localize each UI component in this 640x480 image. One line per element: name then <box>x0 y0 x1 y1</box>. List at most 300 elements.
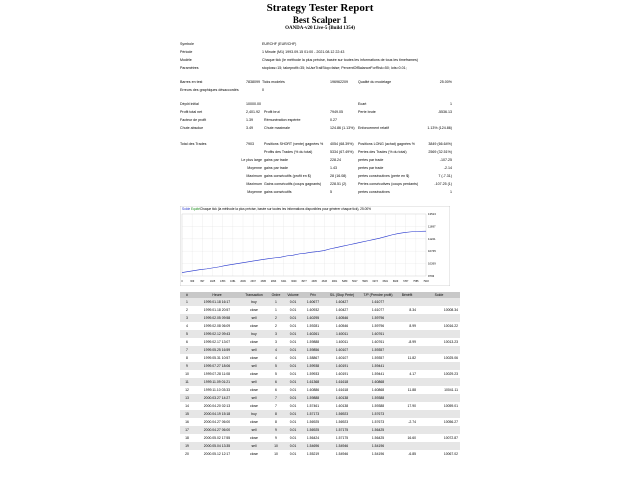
table-cell <box>396 346 418 354</box>
table-cell: 6 <box>268 378 284 386</box>
table-row <box>180 378 460 386</box>
table-cell: 3 <box>268 330 284 338</box>
x-tick-label: 3977 <box>301 280 307 283</box>
table-cell: 6 <box>180 338 194 346</box>
avg-consec-losses-label: pertes consécutives <box>358 190 390 194</box>
ticks-label: Ticks modelés <box>262 80 285 84</box>
table-cell: 1.60138 <box>324 402 360 410</box>
table-cell: 9 <box>180 362 194 370</box>
table-cell: 1999.02.12 09:43 <box>194 330 240 338</box>
period-value: 1 Minute (M1) 1993.09.15 01:00 - 2021.08.12 22:43 <box>262 50 345 54</box>
column-header: Volume <box>284 292 302 298</box>
table-cell: 1.56425 <box>360 434 396 442</box>
table-row <box>180 450 460 458</box>
table-cell <box>396 298 418 306</box>
table-cell: sell <box>240 442 268 450</box>
table-cell: 1.59357 <box>360 346 396 354</box>
table-row <box>180 434 460 442</box>
x-tick-label: 3649 <box>291 280 297 283</box>
table-cell: 0.01 <box>284 418 302 426</box>
table-cell: 10 <box>268 450 284 458</box>
column-header: # <box>180 292 194 298</box>
table-cell: -8.99 <box>396 338 418 346</box>
table-cell: 2 <box>180 306 194 314</box>
table-cell: 0.01 <box>284 298 302 306</box>
long-value: 3849 (66.64%) <box>428 142 452 146</box>
table-cell: 13 <box>180 394 194 402</box>
table-cell: 4 <box>268 354 284 362</box>
table-cell: 1.60191 <box>324 370 360 378</box>
table-cell: sell <box>240 314 268 322</box>
table-cell: 1.59888 <box>302 338 324 346</box>
table-cell: 1.55219 <box>302 450 324 458</box>
table-cell: 1.57673 <box>360 418 396 426</box>
table-cell: 2000.04.20 02:13 <box>194 402 240 410</box>
table-cell: close <box>240 402 268 410</box>
net-profit-label: Profit total net <box>180 110 203 114</box>
deposit-label: Dépôt initial <box>180 102 199 106</box>
table-cell: 1.59281 <box>302 322 324 330</box>
table-cell: 7 <box>180 346 194 354</box>
column-header: Bénéfit <box>396 292 418 298</box>
model-label: Modèle <box>180 58 192 62</box>
table-cell: 0.01 <box>284 370 302 378</box>
consec-profit-value: 228.51 (2) <box>330 182 347 186</box>
table-cell: 6 <box>268 386 284 394</box>
table-cell <box>418 362 460 370</box>
table-cell: 1.60761 <box>360 338 396 346</box>
table-cell: 4 <box>268 346 284 354</box>
table-cell: 8 <box>268 410 284 418</box>
table-cell: 1.56923 <box>324 410 360 418</box>
table-cell: 8.34 <box>396 306 418 314</box>
consec-losses-label: pertes consécutives (perte en $) <box>358 174 410 178</box>
table-cell: sell <box>240 378 268 386</box>
table-cell: 1.60868 <box>360 378 396 386</box>
table-cell: 1.57173 <box>302 410 324 418</box>
table-cell: close <box>240 450 268 458</box>
loss-trades-value: 2569 (32.51%) <box>428 150 452 154</box>
table-cell: 3 <box>180 314 194 322</box>
consec-wins-label: gains consécutifs (profit en $) <box>264 174 311 178</box>
y-tick-label: 10745 <box>428 249 436 254</box>
table-cell: 1.60261 <box>302 330 324 338</box>
table-cell: 2000.05.12 12:17 <box>194 450 240 458</box>
table-cell: 1.59796 <box>360 322 396 330</box>
table-cell <box>396 426 418 434</box>
bars-label: Barres en test <box>180 80 203 84</box>
table-cell: 1999.07.28 11:08 <box>194 370 240 378</box>
table-row <box>180 338 460 346</box>
table-cell: sell <box>240 394 268 402</box>
table-cell: 1.59933 <box>302 370 324 378</box>
table-cell: 2000.04.27 06:00 <box>194 418 240 426</box>
x-tick-label: 6273 <box>372 280 378 283</box>
table-cell: close <box>240 322 268 330</box>
deposit-value: 10000.00 <box>246 102 261 106</box>
table-cell: 1.60546 <box>324 314 360 322</box>
table-cell: 0.01 <box>284 306 302 314</box>
params-value: stoploss=15; takeprofit=35; IsUseTrailStop=false; PercentOfBalanceForRisk=50; lots=0.01; <box>262 66 407 70</box>
table-cell: close <box>240 354 268 362</box>
table-cell <box>396 410 418 418</box>
y-tick-label: 9793 <box>428 274 435 278</box>
x-tick-label: 1353 <box>220 280 226 283</box>
table-cell: 2000.04.19 15:18 <box>194 410 240 418</box>
table-cell: sell <box>240 426 268 434</box>
x-tick-label: 5289 <box>342 280 348 283</box>
table-cell: 1 <box>268 306 284 314</box>
column-header: T/P (Prendre profit) <box>360 292 396 298</box>
table-cell: 0.01 <box>284 450 302 458</box>
table-cell: 7 <box>268 394 284 402</box>
column-header: Prix <box>302 292 324 298</box>
balance-chart <box>180 206 450 286</box>
table-cell: 1.60761 <box>360 330 396 338</box>
pf-value: 1.39 <box>246 118 253 122</box>
table-cell: 1.54946 <box>324 450 360 458</box>
table-cell: 15 <box>180 410 194 418</box>
table-cell: 2000.04.27 06:00 <box>194 426 240 434</box>
table-cell: 10067.02 <box>418 450 460 458</box>
errors-label: Erreurs des graphiques désaccordés <box>180 88 239 92</box>
table-cell: 0.01 <box>284 330 302 338</box>
table-row <box>180 322 460 330</box>
table-cell: 1.60011 <box>324 330 360 338</box>
x-tick-label: 6929 <box>392 280 399 283</box>
legend-equity: Equité <box>191 207 201 211</box>
table-row <box>180 306 460 314</box>
x-tick-label: 4633 <box>321 280 327 283</box>
table-cell <box>396 330 418 338</box>
table-cell: 1.54696 <box>302 442 324 450</box>
table-cell: 16 <box>180 418 194 426</box>
table-row <box>180 426 460 434</box>
avg-gain-label: gains par trade <box>264 166 288 170</box>
table-row <box>180 410 460 418</box>
max-dd-label: Chute maximale <box>264 126 290 130</box>
table-cell: 1.56425 <box>360 426 396 434</box>
y-tick-label: 11221 <box>428 236 436 241</box>
table-cell <box>418 314 460 322</box>
table-row <box>180 370 460 378</box>
x-tick-label: 4961 <box>331 280 338 283</box>
table-cell: 4 <box>180 322 194 330</box>
long-label: Positions LONG (achat) gagnées % <box>358 142 415 146</box>
table-cell: 1.56923 <box>324 418 360 426</box>
table-cell: 0.01 <box>284 442 302 450</box>
total-trades-value: 7903 <box>246 142 254 146</box>
table-cell: 14 <box>180 402 194 410</box>
table-row <box>180 418 460 426</box>
report-title: Strategy Tester Report <box>266 2 374 14</box>
table-cell: 1.60677 <box>302 298 324 306</box>
table-row <box>180 354 460 362</box>
largest-loss-value: -107.25 <box>439 158 452 162</box>
consec-loss-value: -107.25 (1) <box>434 182 452 186</box>
profit-trades-value: 5334 (67.49%) <box>330 150 354 154</box>
table-cell: 9 <box>268 426 284 434</box>
table-row <box>180 394 460 402</box>
table-cell: 1.58867 <box>302 354 324 362</box>
table-cell: 1999.07.27 18:06 <box>194 362 240 370</box>
table-row <box>180 298 460 306</box>
avg-consec-wins-value: 5 <box>330 190 332 194</box>
table-cell: -6.85 <box>396 450 418 458</box>
table-cell: 10 <box>268 442 284 450</box>
table-row <box>180 346 460 354</box>
table-cell: 2000.03.27 14:27 <box>194 394 240 402</box>
short-value: 4054 (68.39%) <box>330 142 354 146</box>
table-cell: 3 <box>268 338 284 346</box>
table-row <box>180 402 460 410</box>
quality-label: Qualité du modelage <box>358 80 392 84</box>
table-cell: 1.54196 <box>360 450 396 458</box>
spread-label: Ecart <box>358 102 367 106</box>
x-tick-label: 5617 <box>352 280 358 283</box>
table-cell: 0.01 <box>284 410 302 418</box>
table-cell: 16.60 <box>396 434 418 442</box>
largest-loss-label: pertes par trade <box>358 158 384 162</box>
largest-gain-value: 228.24 <box>330 158 341 162</box>
table-cell: sell <box>240 346 268 354</box>
x-tick-label: 0 <box>181 280 183 283</box>
consec-profit-label: Gains consécutifs (coups gagnants) <box>264 182 322 186</box>
consec-wins-value: 28 (16.08) <box>330 174 347 178</box>
table-cell: 7 <box>268 402 284 410</box>
rel-dd-label: Enfoncement relatif <box>358 126 389 130</box>
table-cell <box>396 394 418 402</box>
table-cell <box>418 394 460 402</box>
table-cell: 1999.05.31 10:57 <box>194 354 240 362</box>
server-info: OANDA-v20 Live-5 (Build 1354) <box>285 26 355 31</box>
table-cell: 1999.11.09 01:21 <box>194 378 240 386</box>
table-cell: 1.59388 <box>360 394 396 402</box>
table-cell: 1.60427 <box>324 306 360 314</box>
y-tick-label: 13513 <box>428 212 436 216</box>
table-cell: 1 <box>180 298 194 306</box>
table-cell: 0.01 <box>284 362 302 370</box>
table-cell: close <box>240 370 268 378</box>
table-cell: 1.60107 <box>324 354 360 362</box>
table-cell: 0.01 <box>284 386 302 394</box>
table-cell: 1.61077 <box>360 306 396 314</box>
table-cell: 2 <box>268 322 284 330</box>
table-cell: -2.74 <box>396 418 418 426</box>
table-cell: buy <box>240 330 268 338</box>
max-label-2: Maximum <box>246 182 262 186</box>
largest-gain-label: gains par trade <box>264 158 288 162</box>
table-cell: close <box>240 338 268 346</box>
model-value: Chaque tick (le méthode la plus précise, basée sur toutes les informations de tous les timeframes) <box>262 58 419 62</box>
avg-loss-value: -2.14 <box>443 166 452 170</box>
gross-profit-value: 7949.05 <box>330 110 343 114</box>
table-cell: close <box>240 386 268 394</box>
table-cell: sell <box>240 362 268 370</box>
ticks-value: 196962209 <box>330 80 348 84</box>
table-cell: 0.01 <box>284 426 302 434</box>
table-cell: 1.59357 <box>360 354 396 362</box>
table-cell: 1999.11.10 03:33 <box>194 386 240 394</box>
x-tick-label: 2009 <box>240 280 246 283</box>
trades-table <box>180 292 460 458</box>
table-cell: 17.90 <box>396 402 418 410</box>
table-cell <box>418 330 460 338</box>
table-cell: 19 <box>180 442 194 450</box>
table-cell: 0.01 <box>284 338 302 346</box>
symbol-label: Symbole <box>180 42 194 46</box>
consec-loss-label: Pertes consécutives (coups perdants) <box>358 182 419 186</box>
y-tick-label: 10269 <box>428 261 436 266</box>
table-cell <box>418 298 460 306</box>
table-cell <box>396 442 418 450</box>
table-cell: 10072.87 <box>418 434 460 442</box>
consec-losses-value: 7 (-7.31) <box>438 174 452 178</box>
gross-profit-label: Profit brut <box>264 110 280 114</box>
legend-note: Chaque tick (la méthode la plus précise, basée sur toutes les informations disponibles pour générer chaque tick), 25.00% <box>200 207 371 211</box>
column-header: Solde <box>418 292 460 298</box>
x-tick-label: 2665 <box>260 280 266 283</box>
table-cell: 1.59441 <box>360 370 396 378</box>
max-label: Maximum <box>246 174 262 178</box>
table-cell: close <box>240 418 268 426</box>
table-cell: 10056.27 <box>418 418 460 426</box>
table-cell: 1.61618 <box>324 378 360 386</box>
table-cell: 10 <box>180 370 194 378</box>
x-tick-label: 1025 <box>209 280 216 283</box>
table-cell: 11.88 <box>396 386 418 394</box>
x-tick-label: 2337 <box>250 280 256 283</box>
x-tick-label: 7585 <box>413 280 419 283</box>
table-cell <box>396 314 418 322</box>
table-row <box>180 314 460 322</box>
x-tick-label: 6601 <box>382 280 388 283</box>
table-cell: 1.59388 <box>360 402 396 410</box>
table-cell: 1.57673 <box>360 410 396 418</box>
gross-loss-value: -5536.13 <box>437 110 452 114</box>
table-cell: 1.60932 <box>302 306 324 314</box>
params-label: Paramètres <box>180 66 199 70</box>
table-cell: 8 <box>268 418 284 426</box>
table-cell: 0.01 <box>284 402 302 410</box>
pf-label: Facteur de profit <box>180 118 207 122</box>
column-header: Transaction <box>240 292 268 298</box>
x-tick-label: 3321 <box>281 280 287 283</box>
rel-dd-value: 1.13% (124.86) <box>427 126 452 130</box>
table-cell: 1.59888 <box>302 394 324 402</box>
short-label: Positions SHORT (vente) gagnées % <box>264 142 324 146</box>
table-cell: 0.01 <box>284 322 302 330</box>
table-cell: 0.01 <box>284 378 302 386</box>
table-cell <box>418 442 460 450</box>
table-cell: 1999.02.08 06:09 <box>194 322 240 330</box>
gross-loss-label: Perte brute <box>358 110 376 114</box>
largest-label: Le plus large <box>241 158 262 162</box>
profit-trades-label: Profits des Trades (% du total) <box>264 150 313 154</box>
table-cell: 8.99 <box>396 322 418 330</box>
table-cell: 0.01 <box>284 354 302 362</box>
ea-name: Best Scalper 1 <box>292 15 348 25</box>
avg-loss-label: pertes par trade <box>358 166 384 170</box>
table-cell: close <box>240 306 268 314</box>
table-cell: 20 <box>180 450 194 458</box>
abs-dd-label: Chute absolue <box>180 126 204 130</box>
y-tick-label: 11697 <box>428 224 436 229</box>
table-row <box>180 442 460 450</box>
table-cell: 0.01 <box>284 394 302 402</box>
table-cell <box>396 378 418 386</box>
table-cell: 1999.05.25 16:59 <box>194 346 240 354</box>
table-cell: 1.60886 <box>302 386 324 394</box>
table-cell: 10041.11 <box>418 386 460 394</box>
table-cell: 1.56925 <box>302 426 324 434</box>
table-cell: 1.60427 <box>324 298 360 306</box>
table-cell: 0.01 <box>284 434 302 442</box>
errors-value: 0 <box>262 88 264 92</box>
table-cell: 1999.01.18 16:17 <box>194 298 240 306</box>
table-cell: 1999.02.17 13:07 <box>194 338 240 346</box>
x-tick-label: 5945 <box>362 280 368 283</box>
table-cell: 17 <box>180 426 194 434</box>
table-cell: 5 <box>180 330 194 338</box>
total-trades-label: Total des Trades <box>180 142 207 146</box>
table-cell: 1.61368 <box>302 378 324 386</box>
table-cell: 2 <box>268 314 284 322</box>
bars-value: 7838099 <box>246 80 260 84</box>
table-cell: 1.59796 <box>360 314 396 322</box>
column-header: Ordre <box>268 292 284 298</box>
spread-value: 1 <box>450 102 452 106</box>
table-cell: 10016.22 <box>418 322 460 330</box>
x-tick-label: 1681 <box>230 280 236 283</box>
table-row <box>180 386 460 394</box>
symbol-value: EURCHF (EUR/CHF) <box>262 42 297 46</box>
table-cell: buy <box>240 410 268 418</box>
table-cell: 2000.05.04 13:35 <box>194 442 240 450</box>
x-tick-label: 369 <box>190 280 195 283</box>
table-cell: 1.60011 <box>324 338 360 346</box>
table-cell: 0.01 <box>284 314 302 322</box>
period-label: Période <box>180 50 193 54</box>
table-cell: 1.60868 <box>360 386 396 394</box>
table-cell: 1.61077 <box>360 298 396 306</box>
table-cell <box>418 410 460 418</box>
table-cell: 5 <box>268 370 284 378</box>
x-tick-label: 2993 <box>270 280 277 283</box>
table-cell: 1.54196 <box>360 442 396 450</box>
table-cell: 1.54946 <box>324 442 360 450</box>
table-cell: 5 <box>268 362 284 370</box>
table-cell: 10013.23 <box>418 338 460 346</box>
x-tick-label: 7257 <box>403 280 409 283</box>
table-cell: 10059.01 <box>418 402 460 410</box>
table-row <box>180 362 460 370</box>
mean-label-2: Moyenne <box>247 190 262 194</box>
table-cell: 11 <box>180 378 194 386</box>
column-header: Heure <box>194 292 240 298</box>
table-cell: 1.61618 <box>324 386 360 394</box>
x-tick-label: 4305 <box>311 280 317 283</box>
ep-label: Rémunération espérée <box>264 118 301 122</box>
table-cell: 1.57461 <box>302 402 324 410</box>
table-cell: 1.57175 <box>324 434 360 442</box>
table-cell: buy <box>240 298 268 306</box>
column-header: S/L (Stop Perte) <box>324 292 360 298</box>
x-tick-label: 697 <box>200 280 205 283</box>
table-cell: 1.59441 <box>360 362 396 370</box>
table-cell <box>418 346 460 354</box>
abs-dd-value: 3.49 <box>246 126 253 130</box>
